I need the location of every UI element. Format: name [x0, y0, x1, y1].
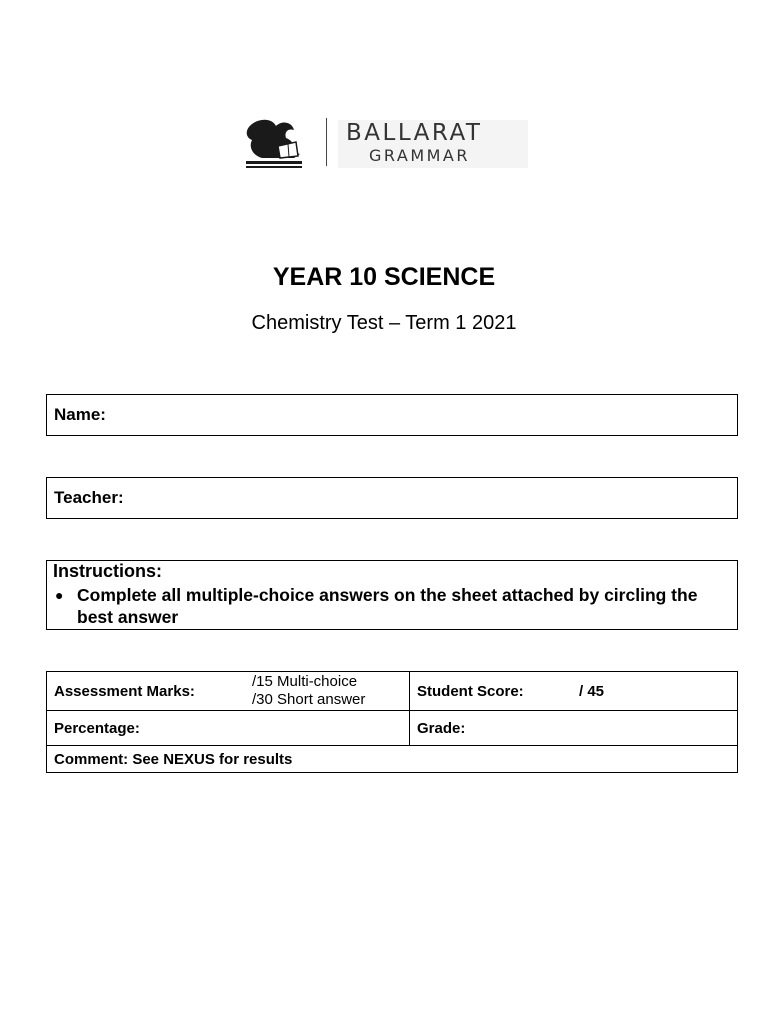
assessment-marks-label: Assessment Marks:	[47, 672, 246, 711]
page-title: YEAR 10 SCIENCE	[272, 263, 496, 291]
student-score-label: Student Score:	[410, 672, 573, 711]
percentage-label: Percentage:	[47, 711, 410, 746]
logo-wordmark	[338, 120, 528, 168]
logo-line-2: GRAMMAR	[369, 146, 470, 165]
grade-label: Grade:	[410, 711, 738, 746]
griffin-crest-icon	[242, 116, 306, 170]
student-score-total: / 45	[572, 672, 738, 711]
assessment-marks-breakdown	[245, 672, 410, 711]
multi-choice-marks: /15 Multi-choice	[252, 673, 358, 690]
logo-line-1: BALLARAT	[346, 120, 483, 146]
instructions-box	[46, 560, 738, 630]
bullet-icon: ●	[55, 587, 64, 603]
instruction-text: Complete all multiple-choice answers on the sheet attached by circling the best answer	[77, 585, 698, 627]
logo-divider	[326, 118, 327, 166]
teacher-label: Teacher:	[54, 488, 124, 507]
table-row	[47, 711, 738, 746]
name-field[interactable]	[46, 394, 738, 436]
name-label: Name:	[54, 405, 106, 424]
instructions-heading: Instructions:	[53, 561, 163, 581]
comment-text: Comment: See NEXUS for results	[47, 746, 738, 773]
table-row	[47, 672, 738, 711]
school-logo	[238, 112, 528, 172]
page-subtitle: Chemistry Test – Term 1 2021	[251, 312, 517, 334]
short-answer-marks: /30 Short answer	[252, 691, 366, 708]
table-row	[47, 746, 738, 773]
marks-table	[46, 671, 738, 773]
teacher-field[interactable]	[46, 477, 738, 519]
